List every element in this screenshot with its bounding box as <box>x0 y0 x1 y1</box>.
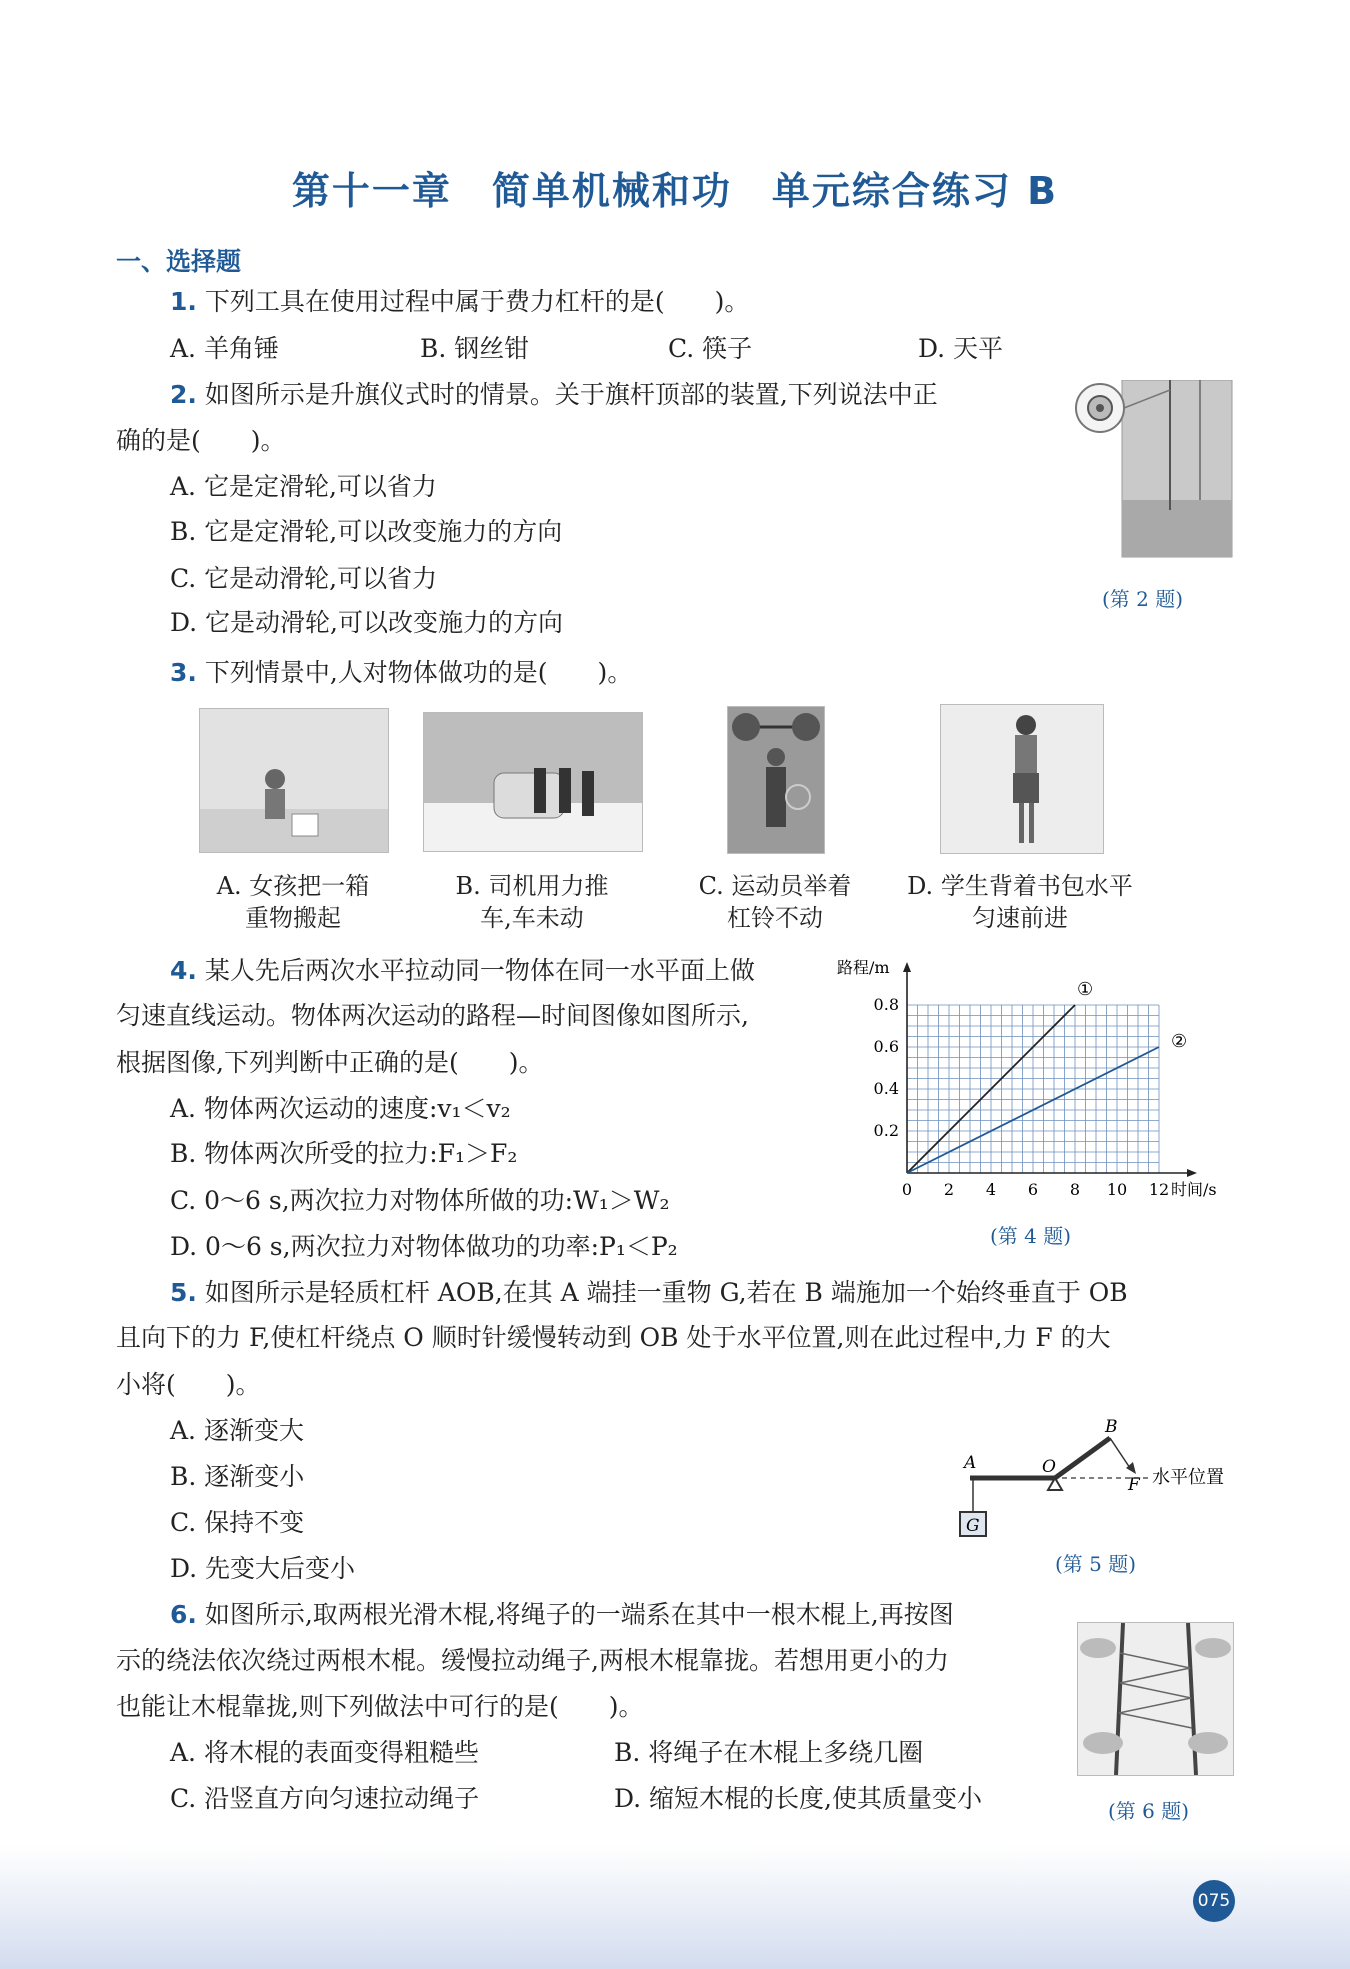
x-tick-label: 2 <box>943 1180 955 1199</box>
lever-diagram <box>950 1410 1240 1550</box>
question-text: 且向下的力 F,使杠杆绕点 O 顺时针缓慢转动到 OB 处于水平位置,则在此过程中,力 F 的大 <box>116 1323 1111 1352</box>
x-tick-label: 12 <box>1148 1180 1170 1199</box>
question-text: 小将( )。 <box>116 1370 261 1399</box>
question-text: 如图所示是升旗仪式时的情景。关于旗杆顶部的装置,下列说法中正 <box>204 380 938 409</box>
q5-option-b: B. 逐渐变小 <box>170 1462 305 1491</box>
photo-pushing-car <box>423 712 643 852</box>
question-4 <box>170 948 755 994</box>
q6-option-c: C. 沿竖直方向匀速拉动绳子 <box>170 1784 480 1813</box>
question-text: 示的绕法依次绕过两根木棍。缓慢拉动绳子,两根木棍靠拢。若想用更小的力 <box>116 1646 949 1675</box>
x-tick-label: 4 <box>985 1180 997 1199</box>
question-number: 2. <box>170 380 197 409</box>
question-text: 下列情景中,人对物体做功的是( )。 <box>204 658 633 687</box>
y-tick-label: 0.8 <box>873 995 899 1014</box>
lever-arm-ob <box>1055 1438 1110 1478</box>
section-heading: 一、选择题 <box>116 247 242 276</box>
q1-option-b: B. 钢丝钳 <box>420 334 530 363</box>
x-axis-label: 时间/s <box>1171 1180 1217 1199</box>
y-axis-label: 路程/m <box>837 958 890 977</box>
question-number: 6. <box>170 1600 197 1629</box>
label-horizontal: 水平位置 <box>1152 1467 1224 1488</box>
question-text: 根据图像,下列判断中正确的是( )。 <box>116 1048 544 1077</box>
figure-caption: (第 4 题) <box>990 1224 1072 1248</box>
q2-option-c: C. 它是动滑轮,可以省力 <box>170 564 438 593</box>
x-tick-label: 0 <box>901 1180 913 1199</box>
footer-band <box>0 1845 1350 1969</box>
question-text: 如图所示是轻质杠杆 AOB,在其 A 端挂一重物 G,若在 B 端施加一个始终垂直于 OB <box>204 1278 1128 1307</box>
q3-caption-d: D. 学生背着书包水平 匀速前进 <box>907 872 1133 932</box>
figure-caption: (第 2 题) <box>1102 587 1184 611</box>
question-text: 匀速直线运动。物体两次运动的路程—时间图像如图所示, <box>116 1001 749 1030</box>
question-text: 也能让木棍靠拢,则下列做法中可行的是( )。 <box>116 1692 644 1721</box>
q1-option-d: D. 天平 <box>918 334 1004 363</box>
figure-caption: (第 5 题) <box>1055 1552 1137 1576</box>
label-g: G <box>966 1516 980 1536</box>
question-5 <box>170 1270 1128 1316</box>
flagpole-photo <box>1070 380 1233 558</box>
label-f: F <box>1128 1475 1140 1495</box>
x-axis-arrow <box>1187 1169 1197 1177</box>
x-tick-label: 8 <box>1069 1180 1081 1199</box>
question-number: 4. <box>170 956 197 985</box>
q2-option-a: A. 它是定滑轮,可以省力 <box>170 472 437 501</box>
q6-option-b: B. 将绳子在木棍上多绕几圈 <box>614 1738 924 1767</box>
question-text: 某人先后两次水平拉动同一物体在同一水平面上做 <box>204 956 755 985</box>
q2-option-d: D. 它是动滑轮,可以改变施力的方向 <box>170 608 563 637</box>
y-tick-label: 0.4 <box>873 1079 899 1098</box>
photo-student-walking <box>940 704 1104 854</box>
question-text: 下列工具在使用过程中属于费力杠杆的是( )。 <box>204 287 750 316</box>
q1-option-c: C. 筷子 <box>668 334 753 363</box>
label-a: A <box>964 1453 977 1473</box>
q6-option-d: D. 缩短木棍的长度,使其质量变小 <box>614 1784 982 1813</box>
distance-time-chart <box>835 955 1235 1205</box>
photo-sticks-and-rope <box>1077 1622 1234 1776</box>
q4-option-c: C. 0～6 s,两次拉力对物体所做的功:W₁＞W₂ <box>170 1186 670 1215</box>
question-6 <box>170 1592 954 1638</box>
y-axis-arrow <box>903 962 911 972</box>
q6-option-a: A. 将木棍的表面变得粗糙些 <box>170 1738 479 1767</box>
q2-option-b: B. 它是定滑轮,可以改变施力的方向 <box>170 517 563 546</box>
question-1 <box>170 279 749 325</box>
page-title: 第十一章 简单机械和功 单元综合练习 B <box>291 169 1059 213</box>
label-b: B <box>1105 1417 1118 1437</box>
x-tick-label: 6 <box>1027 1180 1039 1199</box>
q5-option-c: C. 保持不变 <box>170 1508 305 1537</box>
q1-option-a: A. 羊角锤 <box>170 334 279 363</box>
q4-option-a: A. 物体两次运动的速度:v₁＜v₂ <box>170 1094 511 1123</box>
question-3 <box>170 650 632 696</box>
question-text: 如图所示,取两根光滑木棍,将绳子的一端系在其中一根木棍上,再按图 <box>204 1600 954 1629</box>
question-2 <box>170 372 938 418</box>
page-number: 075 <box>1193 1880 1235 1922</box>
question-number: 5. <box>170 1278 197 1307</box>
y-tick-label: 0.6 <box>873 1037 899 1056</box>
figure-caption: (第 6 题) <box>1108 1799 1190 1823</box>
q5-option-d: D. 先变大后变小 <box>170 1554 356 1583</box>
q4-option-b: B. 物体两次所受的拉力:F₁＞F₂ <box>170 1139 518 1168</box>
x-tick-label: 10 <box>1106 1180 1128 1199</box>
q4-option-d: D. 0～6 s,两次拉力对物体做功的功率:P₁＜P₂ <box>170 1232 678 1261</box>
y-tick-label: 0.2 <box>873 1121 899 1140</box>
question-number: 1. <box>170 287 197 316</box>
q3-caption-b: B. 司机用力推 车,车未动 <box>455 872 609 932</box>
q3-caption-c: C. 运动员举着 杠铃不动 <box>698 872 852 932</box>
q5-option-a: A. 逐渐变大 <box>170 1416 304 1445</box>
label-o: O <box>1042 1457 1056 1477</box>
series-label: ② <box>1171 1031 1188 1052</box>
photo-weightlifter <box>727 706 825 854</box>
series-label: ① <box>1077 979 1094 1000</box>
question-text: 确的是( )。 <box>116 426 286 455</box>
photo-girl-lifting-box <box>199 708 389 853</box>
question-number: 3. <box>170 658 197 687</box>
q3-caption-a: A. 女孩把一箱 重物搬起 <box>216 872 370 932</box>
